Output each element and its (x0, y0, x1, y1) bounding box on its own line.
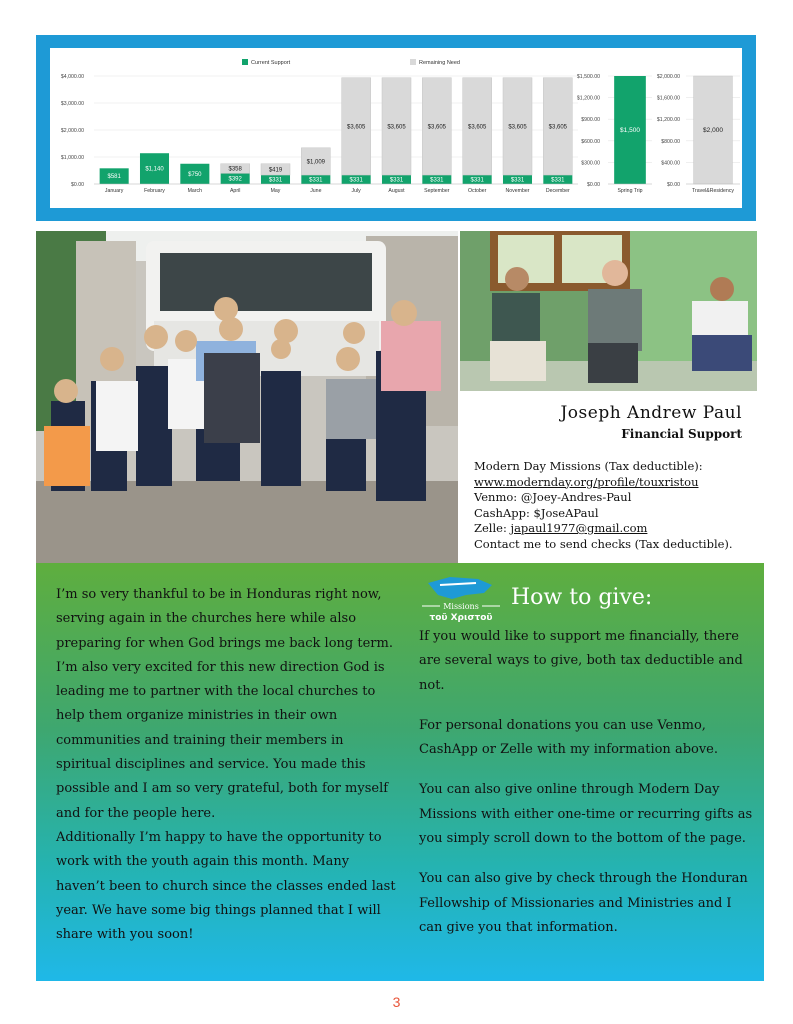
story-paragraph: Additionally I’m happy to have the opportunity to work with the youth again this month. Many haven’t been to church since the classes ended last year. We have some big things planned that I will share with you soon! (56, 829, 396, 943)
bar-value-label: $419 (268, 167, 283, 174)
spring-trip-chart (577, 74, 652, 194)
bar-value-label: $3,605 (346, 124, 366, 131)
profile-link[interactable]: www.modernday.org/profile/touxristou (474, 474, 699, 489)
contact-block (460, 391, 770, 563)
y-tick-label: $0.00 (71, 182, 84, 188)
x-tick-label: December (545, 188, 570, 194)
x-tick-label: April (229, 188, 241, 194)
page-number: 3 (392, 994, 401, 1010)
bar-value-label: $331 (349, 177, 363, 184)
bar-value-label: $3,605 (427, 124, 447, 131)
y-tick-label: $1,200.00 (656, 117, 680, 124)
monthly-support-chart (61, 74, 578, 194)
y-tick-label: $0.00 (587, 182, 600, 188)
logo-text-bottom: τοῦ Χριστοῦ (429, 613, 493, 623)
contact-lines (474, 459, 764, 552)
x-tick-label: September (424, 188, 450, 194)
bar-value-label: $1,140 (145, 166, 164, 173)
x-tick-label: February (144, 188, 165, 194)
travel-residency-chart (657, 74, 740, 194)
x-tick-label: March (187, 188, 203, 194)
story-paragraph: I’m so very thankful to be in Honduras right now, serving again in the churches here while also preparing for when God brings me back long term. I’m also very excited for this new direction God is leading me to partner with the local churches to help them organize ministries in their own communities and training their members in spiritual disciplines and service. You made this possible and I am so very grateful, both for myself and for the people here. (56, 587, 393, 821)
bar-value-label: $331 (309, 177, 323, 184)
give-paragraph: You can also give online through Modern Day Missions with either one-time or recurring gifts as you simply scroll down to the bottom of the page. (419, 782, 753, 847)
meeting-photo (460, 231, 757, 391)
contact-name: Joseph Andrew Paul (560, 403, 742, 423)
y-tick-label: $2,000.00 (656, 74, 680, 80)
x-tick-label: October (467, 188, 487, 194)
contact-line-cashapp: CashApp: $JoseAPaul (474, 505, 599, 520)
green-panel (36, 563, 764, 981)
contact-line-venmo: Venmo: @Joey-Andres-Paul (474, 490, 632, 504)
zelle-email-link[interactable]: japaul1977@gmail.com (510, 521, 648, 535)
give-paragraph: You can also give by check through the Honduran Fellowship of Missionaries and Ministries and I can give you that information. (419, 871, 748, 935)
bar-value-label: $3,605 (548, 124, 568, 131)
y-tick-label: $1,000.00 (60, 155, 84, 161)
x-tick-label: January (104, 188, 124, 194)
bar-value-label: $581 (107, 174, 121, 181)
bar-value-label: $331 (389, 177, 404, 184)
bar-value-label: $331 (551, 177, 565, 184)
y-tick-label: $600.00 (581, 138, 600, 145)
contact-line-checks: Contact me to send checks (Tax deductible). (474, 536, 733, 551)
x-tick-label: November (505, 188, 530, 194)
bar-value-label: $331 (470, 177, 484, 184)
support-chart (50, 48, 742, 208)
contact-role: Financial Support (621, 427, 742, 441)
y-tick-label: $1,500.00 (576, 74, 600, 80)
contact-line-missions: Modern Day Missions (Tax deductible): (474, 459, 703, 473)
bar-value-label: $3,605 (467, 124, 487, 131)
bar-value-label: $331 (268, 177, 283, 184)
give-paragraph: For personal donations you can use Venmo, CashApp or Zelle with my information above. (419, 717, 719, 758)
y-tick-label: $4,000.00 (60, 74, 84, 80)
contact-line-zelle (474, 521, 764, 537)
bar-value-label: $750 (188, 171, 202, 178)
honduras-map-icon (428, 577, 492, 599)
y-tick-label: $400.00 (661, 160, 680, 167)
legend-label: Current Support (251, 60, 291, 66)
bar-value-label: $1,009 (306, 159, 326, 166)
legend-swatch (410, 59, 416, 65)
legend-label: Remaining Need (419, 60, 460, 66)
bar-value-label: $3,605 (508, 124, 527, 131)
x-tick-label: July (351, 188, 361, 194)
y-tick-label: $1,600.00 (656, 95, 680, 102)
bar-value-label: $3,605 (387, 124, 406, 131)
give-paragraph: If you would like to support me financially, there are several ways to give, both tax deductible and not. (419, 629, 743, 693)
y-tick-label: $300.00 (581, 160, 600, 167)
x-tick-label: May (270, 188, 281, 194)
x-tick-label: Spring Trip (617, 188, 643, 194)
chart-legend (242, 59, 460, 66)
chart-frame (36, 35, 756, 221)
logo-text-top: Missions (443, 602, 479, 611)
how-to-give-text (419, 625, 759, 956)
chart-panel (50, 48, 742, 208)
x-tick-label: August (388, 188, 405, 194)
how-to-give-title: How to give: (511, 585, 653, 610)
bar-value-label: $392 (228, 176, 242, 183)
y-tick-label: $900.00 (581, 117, 600, 124)
y-tick-label: $0.00 (667, 182, 680, 188)
x-tick-label: Travel&Residency (692, 188, 734, 194)
y-tick-label: $1,200.00 (576, 95, 600, 102)
bar-value-label: $331 (510, 177, 525, 184)
bar-value-label: $1,500 (620, 127, 640, 134)
legend-swatch (242, 59, 248, 65)
y-tick-label: $2,000.00 (60, 128, 84, 134)
bar-value-label: $2,000 (703, 127, 723, 134)
y-tick-label: $800.00 (661, 138, 680, 145)
bar-value-label: $331 (430, 177, 444, 184)
x-tick-label: June (310, 188, 322, 194)
missions-logo (420, 573, 504, 623)
bar-value-label: $358 (228, 166, 242, 173)
group-photo (36, 231, 458, 563)
y-tick-label: $3,000.00 (60, 101, 84, 107)
story-text (56, 583, 401, 947)
zelle-label: Zelle: (474, 521, 511, 535)
